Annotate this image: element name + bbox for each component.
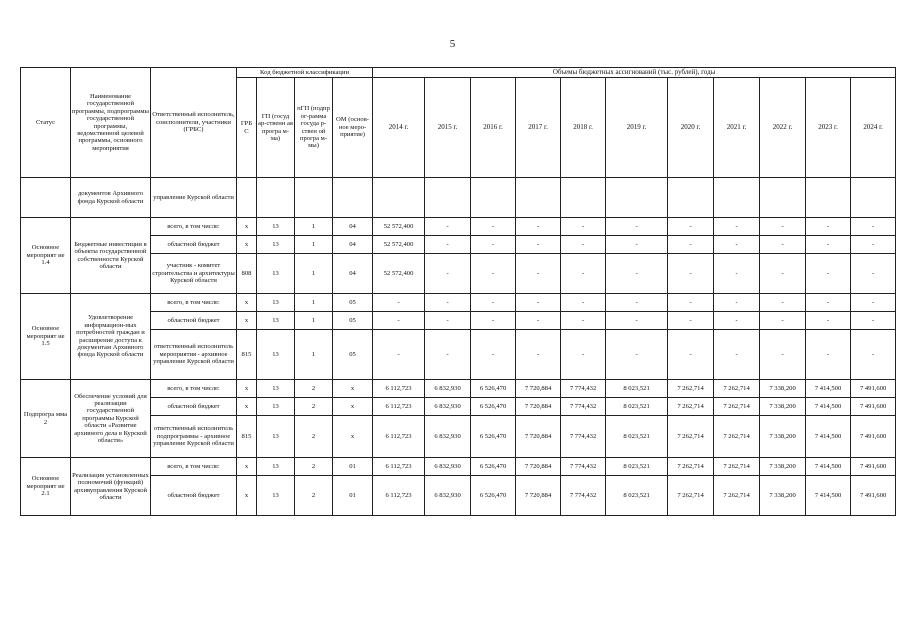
value-cell: - [806,254,851,294]
value-cell: - [516,254,561,294]
value-cell: - [760,294,806,312]
value-cell: 7 262,714 [668,458,714,476]
value-cell: - [668,294,714,312]
responsible-cell: всего, в том числе: [151,218,237,236]
header-year: 2023 г. [806,78,851,178]
header-year: 2021 г. [714,78,760,178]
value-cell: - [606,330,668,380]
value-cell: 6 112,723 [373,476,425,516]
table-row [21,254,896,294]
value-cell [516,178,561,218]
header-year: 2016 г. [471,78,516,178]
value-cell: - [373,330,425,380]
pgp-cell: 2 [295,380,333,398]
om-cell: х [333,398,373,416]
value-cell: 7 414,500 [806,398,851,416]
value-cell: - [760,218,806,236]
value-cell [425,178,471,218]
value-cell: 52 572,400 [373,218,425,236]
value-cell: - [561,254,606,294]
value-cell: 6 832,930 [425,416,471,458]
value-cell: - [760,254,806,294]
value-cell: - [561,236,606,254]
table-row [21,380,896,398]
value-cell: 6 112,723 [373,380,425,398]
value-cell: - [425,312,471,330]
value-cell: 7 262,714 [714,476,760,516]
header-year: 2015 г. [425,78,471,178]
value-cell: 7 414,500 [806,416,851,458]
value-cell: - [373,294,425,312]
name-cell: Обеспечение условий для реализации государственной программы Курской области «Развитие архивного дела в Курской области» [71,380,151,458]
header-name: Наименование государственной программы, подпрограммы государственной программы, ведомственной целевой программы, основного мероприятия [71,68,151,178]
value-cell [760,178,806,218]
value-cell: - [851,218,896,236]
header-budget-code: Код бюджетной классификации [237,68,373,78]
value-cell: - [806,236,851,254]
value-cell: - [806,312,851,330]
header-year: 2017 г. [516,78,561,178]
page-number: 5 [449,38,456,50]
value-cell: - [851,236,896,254]
responsible-cell: ответственный исполнитель мероприятия - архивное управление Курской области [151,330,237,380]
table-row [21,218,896,236]
value-cell: 7 338,200 [760,476,806,516]
header-status: Статус [21,68,71,178]
value-cell: - [851,330,896,380]
value-cell: - [760,236,806,254]
header-responsible: Ответственный исполнитель, соисполнители, участники (ГРБС) [151,68,237,178]
value-cell: 7 774,432 [561,476,606,516]
value-cell: - [668,218,714,236]
value-cell: 7 262,714 [668,398,714,416]
name-cell: Бюджетные инвестиции в объекты государственной собственности Курской области [71,218,151,294]
value-cell: 7 414,500 [806,476,851,516]
pgp-cell: 1 [295,294,333,312]
value-cell: 8 023,521 [606,458,668,476]
table-row [21,416,896,458]
value-cell: 8 023,521 [606,476,668,516]
value-cell: 6 112,723 [373,416,425,458]
grbs-cell: х [237,236,257,254]
gp-cell [257,178,295,218]
pgp-cell [295,178,333,218]
value-cell: - [516,218,561,236]
value-cell: 7 720,884 [516,380,561,398]
om-cell: 04 [333,236,373,254]
value-cell: - [425,254,471,294]
value-cell [668,178,714,218]
gp-cell: 13 [257,294,295,312]
grbs-cell: 808 [237,254,257,294]
pgp-cell: 2 [295,398,333,416]
value-cell: 7 720,884 [516,416,561,458]
header-year: 2020 г. [668,78,714,178]
value-cell: - [606,218,668,236]
value-cell: - [471,294,516,312]
value-cell: 7 491,600 [851,380,896,398]
table-row [21,476,896,516]
name-cell: Реализация установленных полномочий (функций) архивуправления Курской области [71,458,151,516]
status-cell: Основное мероприят ие 1.5 [21,294,71,380]
value-cell [373,178,425,218]
pgp-cell: 2 [295,458,333,476]
value-cell: - [806,330,851,380]
header-gp: ГП (госуд ар-ственн ая програ м-ма) [257,78,295,178]
value-cell: 7 262,714 [714,458,760,476]
value-cell: - [668,312,714,330]
value-cell: - [760,312,806,330]
value-cell: 52 572,400 [373,254,425,294]
value-cell: 7 262,714 [714,416,760,458]
value-cell: - [668,330,714,380]
value-cell: 52 572,400 [373,236,425,254]
table-row [21,236,896,254]
responsible-cell: участник - комитет строительства и архитектуры Курской области [151,254,237,294]
value-cell: - [471,312,516,330]
value-cell: 7 720,884 [516,458,561,476]
table-row [21,294,896,312]
responsible-cell: всего, в том числе: [151,294,237,312]
value-cell: 7 491,600 [851,458,896,476]
value-cell: 6 832,930 [425,398,471,416]
value-cell: - [714,294,760,312]
value-cell: 6 526,470 [471,476,516,516]
om-cell [333,178,373,218]
value-cell: 7 491,600 [851,416,896,458]
gp-cell: 13 [257,330,295,380]
grbs-cell: 815 [237,330,257,380]
table-row [21,458,896,476]
value-cell: 7 262,714 [714,380,760,398]
value-cell: 7 262,714 [668,416,714,458]
header-year: 2018 г. [561,78,606,178]
value-cell: - [714,218,760,236]
value-cell: 7 414,500 [806,458,851,476]
value-cell: - [561,294,606,312]
om-cell: х [333,416,373,458]
value-cell: - [606,312,668,330]
grbs-cell: х [237,218,257,236]
table-row [21,312,896,330]
om-cell: 04 [333,254,373,294]
value-cell: 6 112,723 [373,458,425,476]
value-cell: 7 338,200 [760,458,806,476]
header-year: 2019 г. [606,78,668,178]
responsible-cell: областной бюджет [151,236,237,254]
table-row [21,330,896,380]
grbs-cell: х [237,312,257,330]
value-cell: 6 832,930 [425,476,471,516]
value-cell: - [851,294,896,312]
header-grbs: ГРБ С [237,78,257,178]
gp-cell: 13 [257,254,295,294]
pgp-cell: 1 [295,218,333,236]
om-cell: 04 [333,218,373,236]
grbs-cell: х [237,398,257,416]
header-om: ОМ (основ-ное меро-приятие) [333,78,373,178]
gp-cell: 13 [257,398,295,416]
pgp-cell: 1 [295,236,333,254]
budget-table [20,67,896,516]
header-pgp: пГП (подпр ог-рамма госуда р-ствен ой програ м-мы) [295,78,333,178]
value-cell: - [668,236,714,254]
value-cell: 7 262,714 [668,380,714,398]
value-cell: - [561,330,606,380]
value-cell: 6 526,470 [471,398,516,416]
status-cell: Основное мероприят ие 1.4 [21,218,71,294]
responsible-cell: ответственный исполнитель подпрограммы - архивное управление Курской области [151,416,237,458]
value-cell: 8 023,521 [606,416,668,458]
value-cell: - [471,330,516,380]
pgp-cell: 1 [295,312,333,330]
value-cell: - [806,294,851,312]
value-cell: 7 491,600 [851,398,896,416]
responsible-cell: всего, в том числе: [151,380,237,398]
status-cell: Основное мероприят ие 2.1 [21,458,71,516]
value-cell: - [851,254,896,294]
pgp-cell: 2 [295,476,333,516]
value-cell: 7 720,884 [516,398,561,416]
responsible-cell: всего, в том числе: [151,458,237,476]
value-cell [561,178,606,218]
value-cell: - [425,294,471,312]
grbs-cell: 815 [237,416,257,458]
value-cell: - [373,312,425,330]
grbs-cell [237,178,257,218]
value-cell: - [606,254,668,294]
pgp-cell: 2 [295,416,333,458]
value-cell: - [851,312,896,330]
responsible-cell: управление Курской области [151,178,237,218]
value-cell [806,178,851,218]
table-row [21,178,896,218]
grbs-cell: х [237,380,257,398]
name-cell: Удовлетворение информацион-ных потребностей граждан и расширение доступа к документам Архивного фонда Курской области [71,294,151,380]
value-cell: - [606,294,668,312]
value-cell: - [714,236,760,254]
value-cell: 8 023,521 [606,380,668,398]
value-cell: 7 491,600 [851,476,896,516]
value-cell: - [516,330,561,380]
status-cell: Подпрогра мма 2 [21,380,71,458]
grbs-cell: х [237,458,257,476]
value-cell: - [714,254,760,294]
value-cell: 7 720,884 [516,476,561,516]
value-cell [471,178,516,218]
gp-cell: 13 [257,236,295,254]
value-cell: - [668,254,714,294]
om-cell: 01 [333,458,373,476]
om-cell: 05 [333,294,373,312]
value-cell: 7 338,200 [760,398,806,416]
table-row [21,398,896,416]
value-cell: - [606,236,668,254]
value-cell: 6 832,930 [425,380,471,398]
header-volumes: Объемы бюджетных ассигнований (тыс. рублей), годы [373,68,896,78]
value-cell: - [714,312,760,330]
gp-cell: 13 [257,380,295,398]
pgp-cell: 1 [295,330,333,380]
value-cell: 7 774,432 [561,458,606,476]
gp-cell: 13 [257,312,295,330]
value-cell: - [471,218,516,236]
value-cell: 6 832,930 [425,458,471,476]
value-cell [851,178,896,218]
gp-cell: 13 [257,458,295,476]
value-cell: 7 338,200 [760,380,806,398]
value-cell: - [760,330,806,380]
responsible-cell: областной бюджет [151,312,237,330]
om-cell: 05 [333,330,373,380]
value-cell: - [425,218,471,236]
value-cell: - [471,236,516,254]
responsible-cell: областной бюджет [151,476,237,516]
grbs-cell: х [237,294,257,312]
value-cell: 6 112,723 [373,398,425,416]
value-cell [714,178,760,218]
value-cell: 6 526,470 [471,416,516,458]
value-cell: - [561,218,606,236]
value-cell: 7 774,432 [561,416,606,458]
value-cell: - [425,330,471,380]
value-cell: - [806,218,851,236]
value-cell: - [561,312,606,330]
value-cell: 7 262,714 [668,476,714,516]
value-cell: - [425,236,471,254]
header-year: 2014 г. [373,78,425,178]
om-cell: х [333,380,373,398]
value-cell: - [471,254,516,294]
value-cell: 6 526,470 [471,458,516,476]
value-cell: 7 414,500 [806,380,851,398]
status-cell [21,178,71,218]
value-cell: - [516,294,561,312]
table-body [21,178,896,516]
value-cell: - [714,330,760,380]
gp-cell: 13 [257,476,295,516]
value-cell [606,178,668,218]
gp-cell: 13 [257,218,295,236]
value-cell: - [516,312,561,330]
value-cell: 7 774,432 [561,398,606,416]
value-cell: 7 338,200 [760,416,806,458]
value-cell: 7 262,714 [714,398,760,416]
gp-cell: 13 [257,416,295,458]
responsible-cell: областной бюджет [151,398,237,416]
pgp-cell: 1 [295,254,333,294]
grbs-cell: х [237,476,257,516]
value-cell: 7 774,432 [561,380,606,398]
value-cell: 6 526,470 [471,380,516,398]
om-cell: 05 [333,312,373,330]
name-cell: документов Архивного фонда Курской области [71,178,151,218]
header-year: 2024 г. [851,78,896,178]
header-year: 2022 г. [760,78,806,178]
value-cell: - [516,236,561,254]
om-cell: 01 [333,476,373,516]
value-cell: 8 023,521 [606,398,668,416]
